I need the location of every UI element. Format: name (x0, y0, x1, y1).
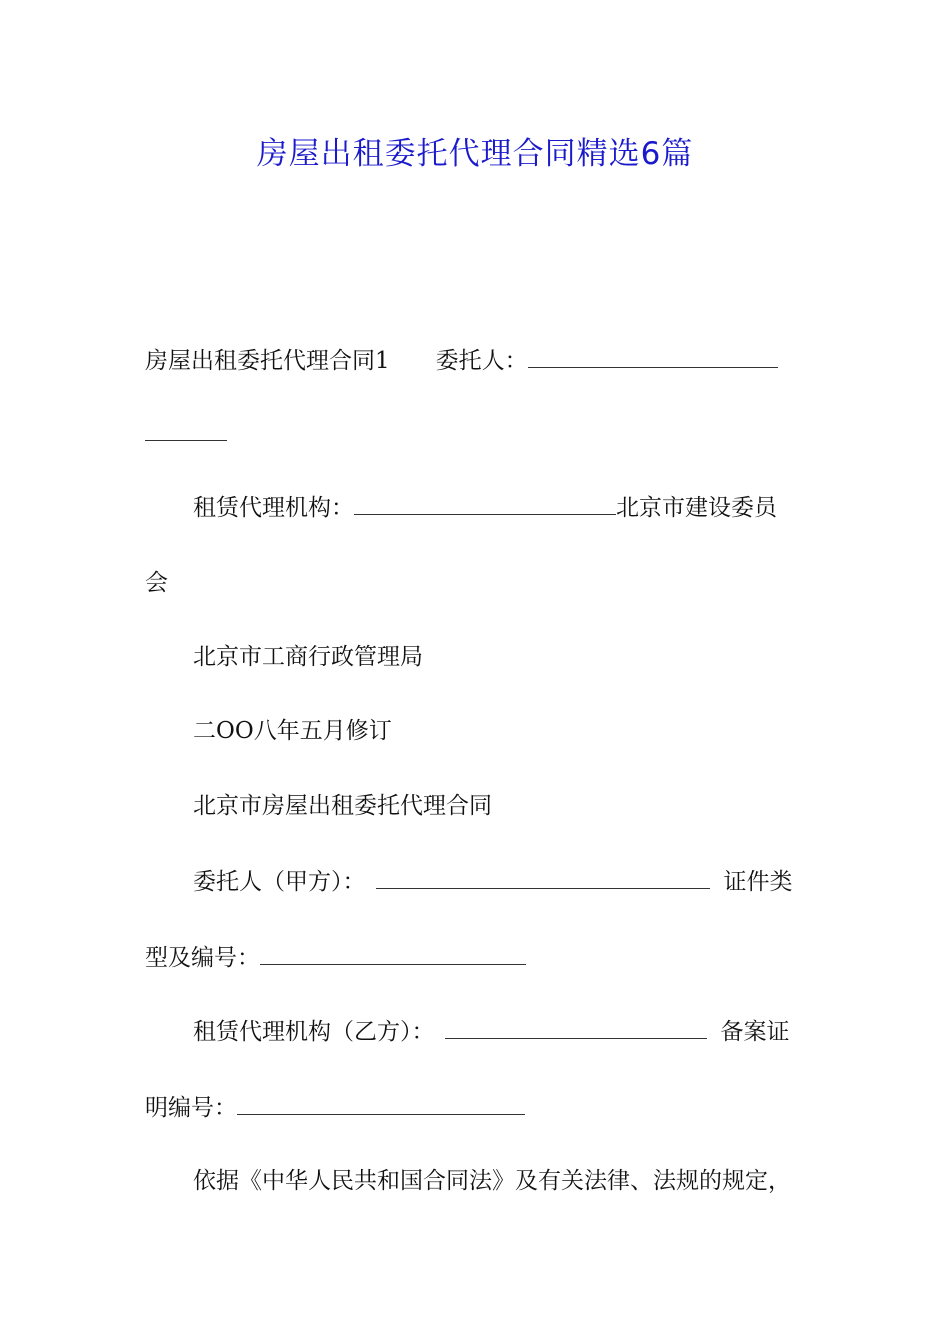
paragraph-line: 会 (145, 570, 168, 596)
body-text: 备案证 (720, 1019, 790, 1045)
field-label: 明编号： (145, 1095, 237, 1121)
fill-blank (528, 345, 778, 368)
paragraph-line: 北京市房屋出租委托代理合同 (193, 793, 492, 819)
paragraph-line: 依据《中华人民共和国合同法》及有关法律、法规的规定， (193, 1168, 791, 1194)
field-label: 租赁代理机构（乙方）： (193, 1019, 435, 1045)
field-label: 委托人： (435, 348, 528, 374)
paragraph-line (193, 866, 793, 897)
paragraph-line: 北京市工商行政管理局 (193, 644, 423, 670)
paragraph-line (145, 345, 778, 376)
field-label: 委托人（甲方）： (193, 869, 366, 895)
paragraph-line (145, 1092, 525, 1123)
body-text: 北京市建设委员 (616, 495, 777, 521)
contract-heading: 房屋出租委托代理合同1 (145, 348, 390, 374)
paragraph-line (145, 418, 227, 449)
fill-blank (376, 866, 710, 889)
paragraph-line: 二OO八年五月修订 (193, 718, 392, 744)
field-label: 型及编号： (145, 945, 260, 971)
fill-blank (145, 418, 227, 441)
body-text: 证件类 (723, 869, 793, 895)
document-title: 房屋出租委托代理合同精选6篇 (256, 136, 694, 172)
fill-blank (445, 1016, 707, 1039)
paragraph-line (145, 942, 526, 973)
field-label: 租赁代理机构： (193, 495, 354, 521)
fill-blank (260, 942, 526, 965)
fill-blank (237, 1092, 525, 1115)
fill-blank (354, 492, 616, 515)
paragraph-line (193, 1016, 790, 1047)
paragraph-line (193, 492, 777, 523)
